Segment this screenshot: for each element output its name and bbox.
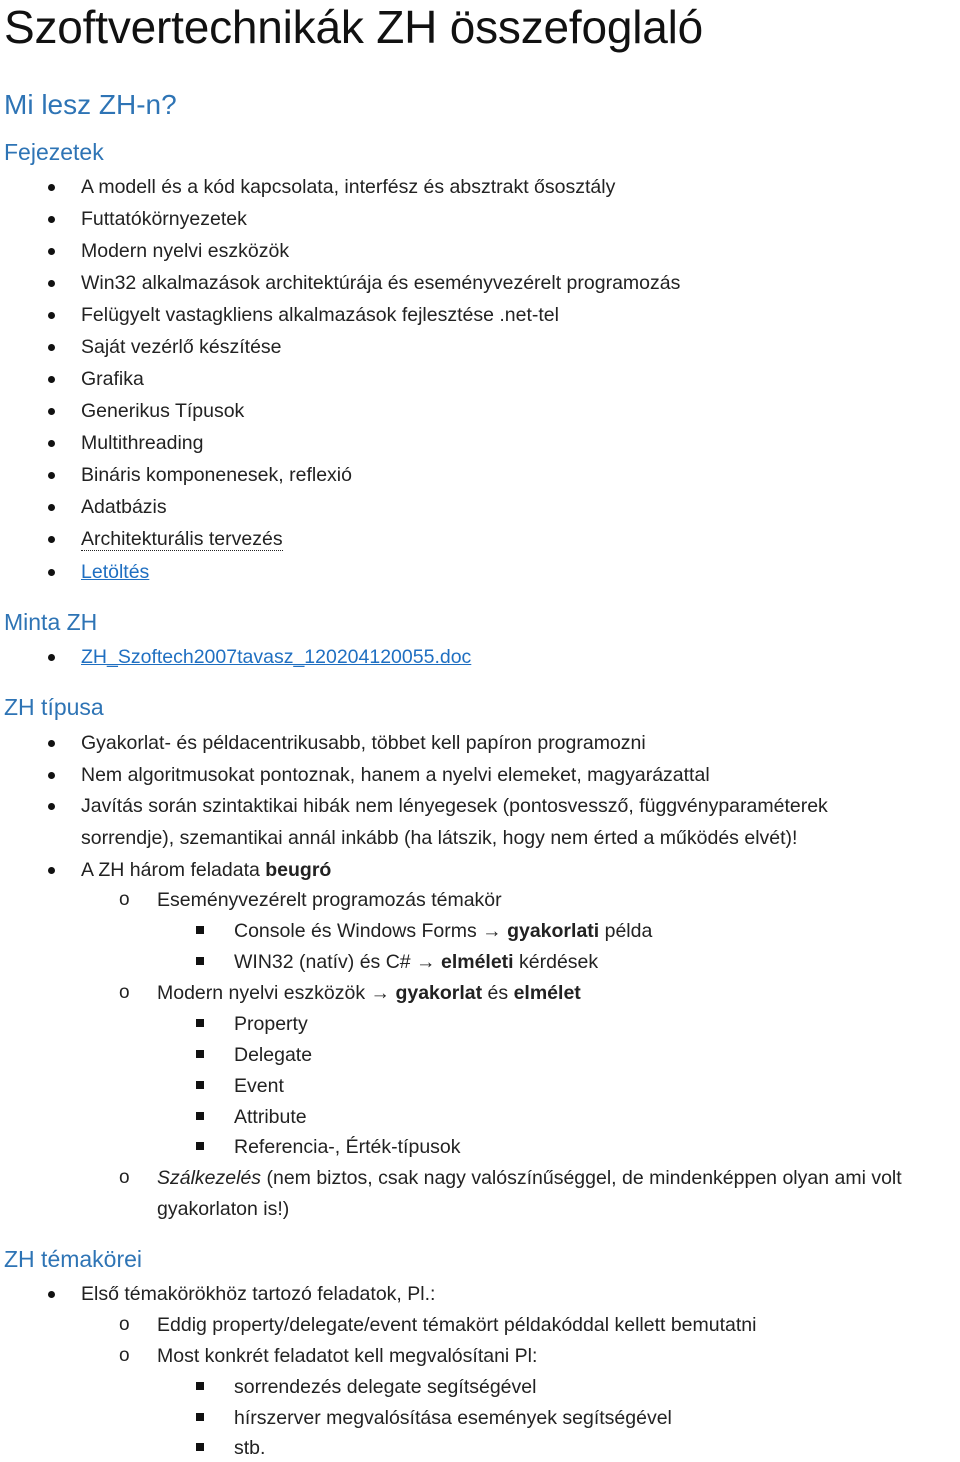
square-bullet-icon [196, 926, 204, 934]
item-bold-text: elmélet [513, 982, 581, 1004]
item-italic-text: Szálkezelés [157, 1167, 262, 1189]
bullet-icon [48, 803, 55, 810]
bullet-icon [48, 184, 55, 191]
item-bold-text: beugró [265, 859, 332, 881]
square-bullet-icon [196, 1112, 204, 1120]
square-bullet-icon [196, 957, 204, 965]
sub-sub-list-item: Attribute [234, 1106, 307, 1128]
list-item: Adatbázis [81, 496, 167, 518]
sub-sub-list-item [234, 917, 652, 945]
item-bold-text: gyakorlati [507, 920, 600, 942]
bullet-icon [48, 248, 55, 255]
square-bullet-icon [196, 1050, 204, 1058]
item-text: WIN32 (natív) és C# → [234, 951, 441, 973]
item-bold-text: gyakorlat [395, 982, 483, 1004]
bullet-icon [48, 472, 55, 479]
circle-bullet-icon: o [119, 889, 130, 910]
sub-sub-list-item: Referencia-, Érték-típusok [234, 1136, 461, 1158]
sub-list-item: Eddig property/delegate/event témakört példakóddal kellett bemutatni [157, 1314, 757, 1336]
sub-list-item: Most konkrét feladatot kell megvalósítani Pl: [157, 1345, 538, 1367]
bullet-icon [48, 1291, 55, 1298]
item-text: A ZH három feladata [81, 859, 266, 881]
sub-list-item [157, 1164, 902, 1192]
bullet-icon [48, 376, 55, 383]
square-bullet-icon [196, 1443, 204, 1451]
list-item: Modern nyelvi eszközök [81, 240, 290, 262]
list-item: Javítás során szintaktikai hibák nem lényegesek (pontosvessző, függvényparaméterek [81, 795, 828, 817]
list-item: Generikus Típusok [81, 400, 245, 422]
bullet-icon [48, 740, 55, 747]
bullet-icon [48, 772, 55, 779]
bullet-icon [48, 654, 55, 661]
bullet-icon [48, 504, 55, 511]
item-text: Console és Windows Forms → [234, 920, 508, 942]
sub-sub-list-item: Property [234, 1013, 308, 1035]
bullet-icon [48, 408, 55, 415]
sub-sub-list-item: stb. [234, 1437, 266, 1459]
heading-mi-lesz: Mi lesz ZH-n? [4, 89, 177, 120]
sub-list-item: Eseményvezérelt programozás témakör [157, 889, 502, 911]
list-item: Win32 alkalmazások architektúrája és eseményvezérelt programozás [81, 272, 681, 294]
bullet-icon [48, 216, 55, 223]
bullet-icon [48, 344, 55, 351]
sub-sub-list-item: hírszerver megvalósítása események segítségével [234, 1407, 672, 1429]
list-item: Első témakörökhöz tartozó feladatok, Pl.: [81, 1283, 436, 1305]
list-item-continuation: sorrendje), szemantikai annál inkább (ha látszik, hogy nem érted a működés elvét)! [81, 827, 798, 849]
list-item [81, 856, 331, 884]
item-text: és [482, 982, 514, 1004]
item-bold-text: elméleti [440, 951, 514, 973]
sub-sub-list-item: Event [234, 1075, 284, 1097]
sub-sub-list-item: Delegate [234, 1044, 313, 1066]
square-bullet-icon [196, 1382, 204, 1390]
list-item: A modell és a kód kapcsolata, interfész és absztrakt ősosztály [81, 176, 616, 198]
bullet-icon [48, 440, 55, 447]
circle-bullet-icon: o [119, 1314, 130, 1335]
square-bullet-icon [196, 1019, 204, 1027]
item-text: (nem biztos, csak nagy valószínűséggel, de mindenképpen olyan ami volt [261, 1167, 902, 1189]
sample-doc-link[interactable]: ZH_Szoftech2007tavasz_120204120055.doc [81, 646, 472, 668]
heading-minta-zh: Minta ZH [4, 609, 98, 635]
list-item: Gyakorlat- és példacentrikusabb, többet kell papíron programozni [81, 732, 646, 754]
sub-list-item-continuation: gyakorlaton is!) [157, 1198, 290, 1220]
sub-sub-list-item: sorrendezés delegate segítségével [234, 1376, 537, 1398]
circle-bullet-icon: o [119, 1345, 130, 1366]
list-item: Felügyelt vastagkliens alkalmazások fejlesztése .net-tel [81, 304, 559, 326]
list-item: Grafika [81, 368, 144, 390]
list-item: Bináris komponenesek, reflexió [81, 464, 352, 486]
list-item [81, 643, 471, 671]
list-item: Futtatókörnyezetek [81, 208, 247, 230]
square-bullet-icon [196, 1413, 204, 1421]
list-item: Multithreading [81, 432, 204, 454]
circle-bullet-icon: o [119, 1167, 130, 1188]
square-bullet-icon [196, 1142, 204, 1150]
heading-zh-tipusa: ZH típusa [4, 694, 104, 720]
bullet-icon [48, 536, 55, 543]
heading-zh-temakorei: ZH témakörei [4, 1246, 143, 1272]
item-text: példa [599, 920, 653, 942]
sub-sub-list-item [234, 948, 598, 976]
item-text: kérdések [513, 951, 599, 973]
bullet-icon [48, 312, 55, 319]
list-item [81, 558, 149, 586]
page-title: Szoftvertechnikák ZH összefoglaló [4, 1, 704, 53]
download-link[interactable]: Letöltés [81, 561, 150, 583]
sub-list-item [157, 979, 581, 1007]
bullet-icon [48, 867, 55, 874]
square-bullet-icon [196, 1081, 204, 1089]
architecture-link[interactable]: Architekturális tervezés [81, 528, 283, 550]
list-item: Nem algoritmusokat pontoznak, hanem a nyelvi elemeket, magyarázattal [81, 764, 710, 786]
heading-fejezetek: Fejezetek [4, 139, 104, 165]
list-item [81, 525, 283, 553]
list-item: Saját vezérlő készítése [81, 336, 282, 358]
bullet-icon [48, 569, 55, 576]
bullet-icon [48, 280, 55, 287]
item-text: Modern nyelvi eszközök → [157, 982, 396, 1004]
circle-bullet-icon: o [119, 982, 130, 1003]
